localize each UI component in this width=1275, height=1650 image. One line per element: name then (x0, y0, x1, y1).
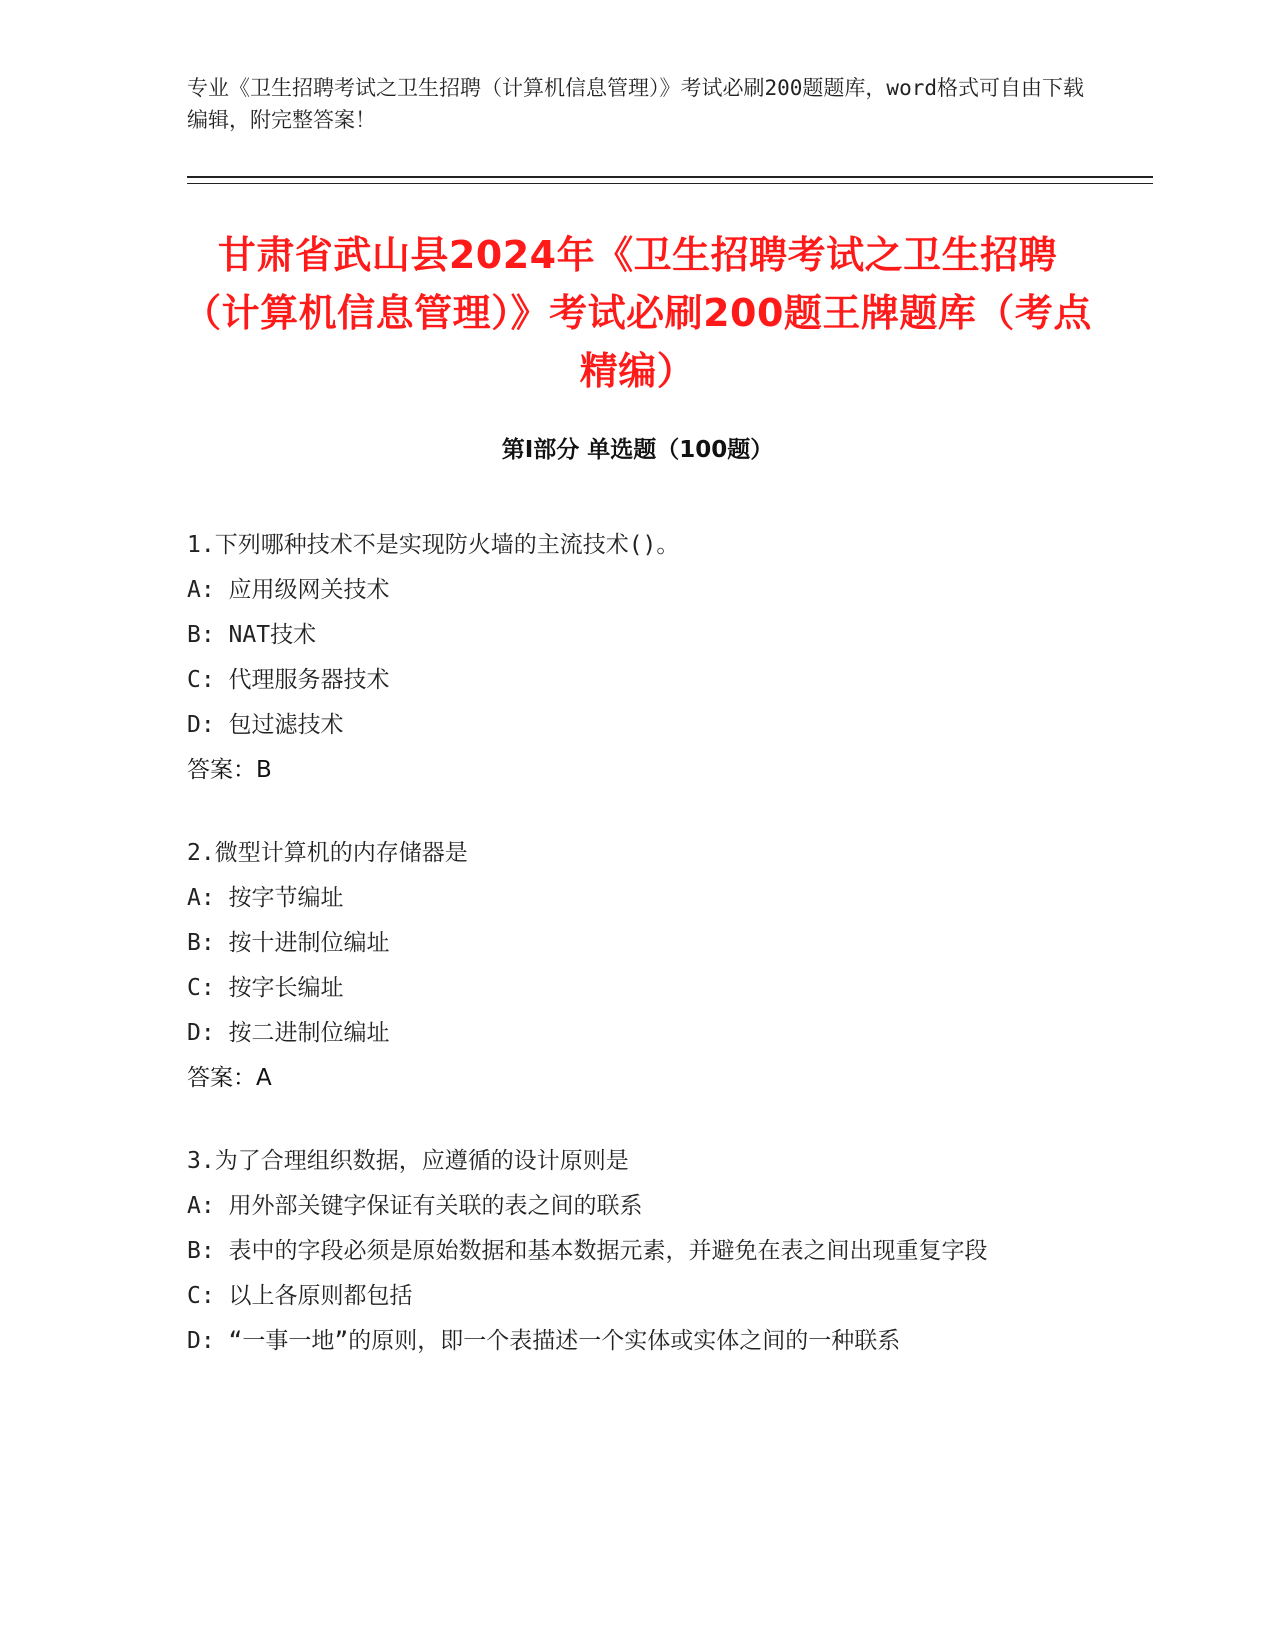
option-a: A: 用外部关键字保证有关联的表之间的联系 (187, 1193, 643, 1219)
question-list (187, 523, 1077, 1402)
option-b: B: NAT技术 (187, 622, 317, 648)
option-d: D: “一事一地”的原则，即一个表描述一个实体或实体之间的一种联系 (187, 1328, 901, 1354)
option-c: C: 以上各原则都包括 (187, 1283, 413, 1309)
document-title: 甘肃省武山县2024年《卫生招聘考试之卫生招聘（计算机信息管理）》考试必刷200题王牌题库（考点精编） (183, 233, 1092, 393)
option-a: A: 应用级网关技术 (187, 577, 390, 603)
question-stem: 1.下列哪种技术不是实现防火墙的主流技术()。 (187, 532, 680, 558)
question-2 (187, 831, 1077, 1101)
option-d: D: 包过滤技术 (187, 712, 344, 738)
header-note: 专业《卫生招聘考试之卫生招聘（计算机信息管理）》考试必刷200题题库，word格式可自由下载编辑，附完整答案！ (187, 76, 1084, 132)
question-stem: 2.微型计算机的内存储器是 (187, 840, 468, 866)
option-b: B: 按十进制位编址 (187, 930, 390, 956)
header-divider-thick (187, 176, 1153, 178)
option-c: C: 代理服务器技术 (187, 667, 390, 693)
answer: 答案：A (187, 1065, 272, 1091)
option-a: A: 按字节编址 (187, 885, 344, 911)
question-stem: 3.为了合理组织数据，应遵循的设计原则是 (187, 1148, 629, 1174)
question-3 (187, 1139, 1077, 1364)
header-divider-thin (187, 183, 1153, 184)
section-heading: 第Ⅰ部分 单选题（100题） (501, 437, 774, 463)
option-c: C: 按字长编址 (187, 975, 344, 1001)
question-1 (187, 523, 1077, 793)
option-d: D: 按二进制位编址 (187, 1020, 390, 1046)
option-b: B: 表中的字段必须是原始数据和基本数据元素，并避免在表之间出现重复字段 (187, 1238, 988, 1264)
answer: 答案：B (187, 757, 272, 783)
